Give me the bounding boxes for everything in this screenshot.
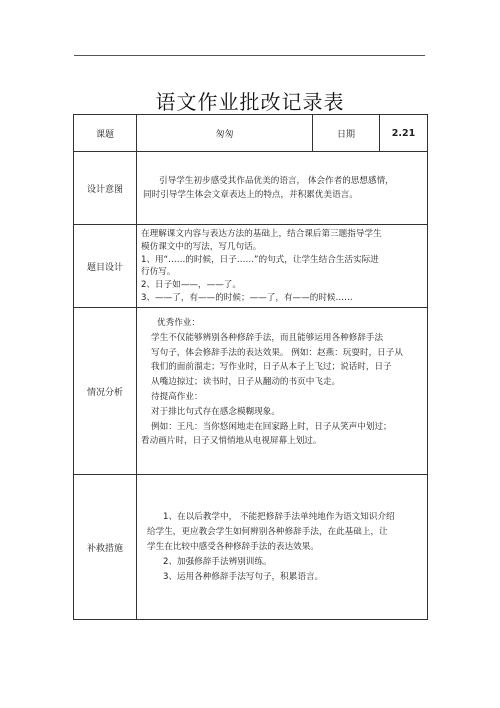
topic-label: 课题 — [74, 115, 137, 152]
remedial-content — [137, 475, 428, 620]
text-line: 模仿课文中的写法，写几句话。 — [141, 241, 262, 252]
design-intent-label: 设计意图 — [74, 152, 137, 225]
text-line: 1、用“……的时候，日子……”的句式，让学生结合生活实际进 — [141, 254, 379, 265]
page-title: 语文作业批改记录表 — [155, 90, 345, 114]
design-intent-row — [74, 152, 428, 225]
remedial-row — [74, 475, 428, 620]
text-line: 在理解课文内容与表达方法的基础上，结合课后第三题指导学生 — [141, 229, 382, 239]
date-value: 2.21 — [380, 115, 428, 152]
text-line: 2、日子如——，——了。 — [141, 280, 241, 291]
text-line: 3、——了，有——的时候；——了，有——的时候…… — [141, 292, 353, 303]
question-design-row — [74, 225, 428, 308]
text-line: 1、在以后教学中， 不能把修辞手法单纯地作为语文知识介绍 — [163, 511, 395, 522]
text-line: 给学生，更应教会学生如何辨别各种修辞手法，在此基础上，让 — [147, 526, 388, 537]
text-line: 引导学生初步感受其作品优美的语言， 体会作者的思想感情， — [159, 176, 394, 186]
text-line: 看动画片时，日子又悄悄地从电视屏幕上划过。 — [141, 436, 322, 447]
date-label: 日期 — [313, 115, 380, 152]
analysis-label: 情况分析 — [74, 308, 137, 475]
topic-value: 匆匆 — [137, 115, 313, 152]
text-line: 同时引导学生体会文章表达上的特点，并积累优美语言。 — [143, 190, 358, 200]
text-line: 写句子，体会修辞手法的表达效果。 例如：赵燕：玩耍时，日子从 — [151, 347, 403, 358]
text-line: 3、运用各种修辞手法写句子，积累语言。 — [163, 571, 324, 582]
record-table — [73, 114, 428, 620]
text-line: 优秀作业： — [157, 318, 200, 328]
top-rule — [74, 55, 425, 56]
question-design-content — [137, 225, 428, 308]
remedial-label: 补救措施 — [74, 475, 137, 620]
text-line: 对于排比句式存在感念模糊现象。 — [151, 406, 280, 417]
question-design-label: 题目设计 — [74, 225, 137, 308]
text-line: 从嘴边掠过；读书时，日子从翻动的书页中飞走。 — [151, 377, 341, 388]
text-line: 2、加强修辞手法辨别训练。 — [163, 556, 272, 567]
analysis-content — [137, 308, 428, 475]
text-line: 待提高作业： — [151, 391, 203, 402]
header-row — [74, 115, 428, 152]
text-line: 例如：王凡：当你悠闲地走在回家路上时，日子从笑声中划过； — [151, 421, 392, 432]
text-line: 学生在比较中感受各种修辞手法的表达效果。 — [147, 541, 319, 552]
text-line: 行仿写。 — [141, 267, 176, 278]
design-intent-content — [137, 152, 428, 225]
text-line: 我们的面前溜走；写作业时，日子从本子上飞过；说话时，日子 — [151, 362, 392, 373]
analysis-row — [74, 308, 428, 475]
text-line: 学生不仅能够辨别各种修辞手法，而且能够运用各种修辞手法 — [151, 332, 384, 343]
